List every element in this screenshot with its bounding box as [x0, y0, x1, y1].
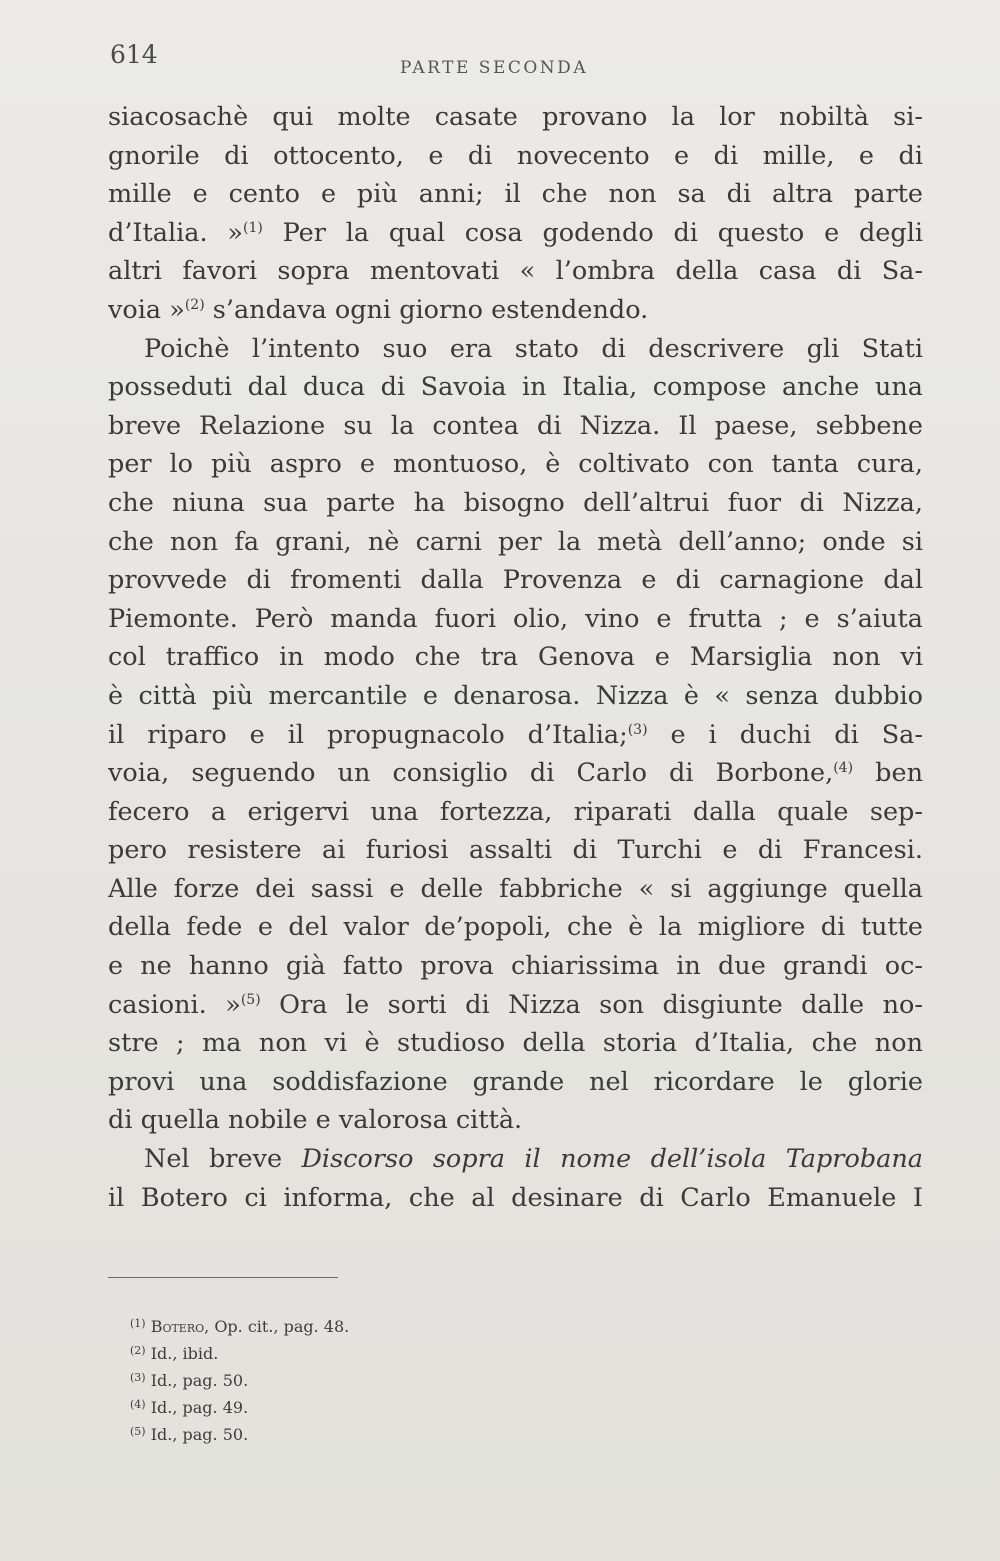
page-number: 614	[110, 40, 158, 69]
text-line: che non fa grani, nè carni per la metà dell’anno; onde si	[108, 526, 923, 557]
text-segment: s’andava ogni giorno estendendo.	[204, 294, 649, 325]
text-segment: voia »	[108, 294, 185, 325]
footnote-text: Id., pag. 50.	[150, 1371, 249, 1390]
text-line: stre ; ma non vi è studioso della storia d’Italia, che non	[108, 1028, 923, 1059]
footnote-mark: (2)	[130, 1344, 146, 1357]
text-line: breve Relazione su la contea di Nizza. Il paese, sebbene	[108, 410, 923, 441]
footnote-5	[130, 1418, 630, 1445]
text-line: pero resistere ai furiosi assalti di Turchi e di Francesi.	[108, 835, 923, 866]
footnote-text: Id., pag. 50.	[150, 1425, 249, 1444]
text-line: per lo più aspro e montuoso, è coltivato con tanta cura,	[108, 449, 923, 480]
text-segment: d’Italia. »	[108, 217, 243, 248]
footnote-4	[130, 1391, 630, 1418]
footnote-3	[130, 1364, 630, 1391]
footnote-1	[130, 1310, 630, 1337]
text-line: mille e cento e più anni; il che non sa di altra parte	[108, 179, 923, 210]
footnote-2	[130, 1337, 630, 1364]
running-head: PARTE SECONDA	[400, 58, 589, 78]
footnote-text: , Op. cit., pag. 48.	[204, 1317, 350, 1336]
text-line: provvede di fromenti dalla Provenza e di carnagione dal	[108, 565, 923, 596]
text-line: siacosachè qui molte casate provano la lor nobiltà si-	[108, 102, 923, 132]
footnote-ref-1: (1)	[242, 219, 263, 236]
footnote-rule	[108, 1277, 338, 1278]
text-line	[108, 754, 923, 793]
text-segment: e i duchi di Sa-	[647, 719, 923, 750]
text-line	[108, 214, 923, 253]
text-line: di quella nobile e valorosa città.	[108, 1105, 523, 1136]
footnote-mark: (1)	[130, 1317, 146, 1330]
text-segment: casioni. »	[108, 989, 241, 1020]
body-text	[108, 98, 923, 1217]
text-line	[108, 1140, 923, 1179]
footnote-text: Id., pag. 49.	[150, 1398, 249, 1417]
text-line	[108, 986, 923, 1025]
footnote-mark: (4)	[130, 1398, 146, 1411]
text-segment: il riparo e il propugnacolo d’Italia;	[108, 719, 628, 750]
text-line: è città più mercantile e denarosa. Nizza è « senza dubbio	[108, 680, 923, 711]
text-segment: Ora le sorti di Nizza son disgiunte dalle no-	[260, 989, 923, 1020]
text-line: Poichè l’intento suo era stato di descrivere gli Stati	[144, 333, 923, 364]
text-line: che niuna sua parte ha bisogno dell’altrui fuor di Nizza,	[108, 487, 923, 518]
page-header	[110, 40, 920, 80]
text-line: e ne hanno già fatto prova chiarissima in due grandi oc-	[108, 951, 923, 982]
text-line	[108, 716, 923, 755]
text-line: il Botero ci informa, che al desinare di Carlo Emanuele I	[108, 1182, 923, 1213]
text-segment: ben	[853, 758, 923, 789]
text-line: gnorile di ottocento, e di novecento e di mille, e di	[108, 140, 923, 171]
text-segment: voia, seguendo un consiglio di Carlo di Borbone,	[108, 758, 834, 789]
italic-title: Discorso sopra il nome dell’isola Taprobana	[301, 1144, 923, 1175]
text-line: posseduti dal duca di Savoia in Italia, compose anche una	[108, 372, 923, 403]
footnote-ref-5: (5)	[240, 991, 261, 1008]
text-line: della fede e del valor de’popoli, che è la migliore di tutte	[108, 912, 923, 943]
text-line	[108, 291, 923, 330]
footnote-ref-4: (4)	[833, 760, 854, 777]
text-line: fecero a erigervi una fortezza, riparati dalla quale sep-	[108, 796, 923, 827]
footnote-mark: (3)	[130, 1371, 146, 1384]
text-segment: Nel breve	[144, 1144, 302, 1175]
footnote-text: Id., ibid.	[150, 1344, 219, 1363]
text-segment: Per la qual cosa godendo di questo e degli	[262, 217, 923, 248]
text-line: col traffico in modo che tra Genova e Marsiglia non vi	[108, 642, 923, 673]
text-line: Piemonte. Però manda fuori olio, vino e frutta ; e s’aiuta	[108, 603, 923, 634]
footnote-ref-2: (2)	[184, 296, 205, 313]
footnote-mark: (5)	[130, 1425, 146, 1438]
text-line: Alle forze dei sassi e delle fabbriche « si aggiunge quella	[108, 873, 923, 904]
text-line: altri favori sopra mentovati « l’ombra della casa di Sa-	[108, 256, 923, 287]
footnote-author: Botero	[150, 1317, 205, 1336]
footnotes	[130, 1310, 630, 1445]
text-line: provi una soddisfazione grande nel ricordare le glorie	[108, 1066, 923, 1097]
footnote-ref-3: (3)	[627, 721, 648, 738]
